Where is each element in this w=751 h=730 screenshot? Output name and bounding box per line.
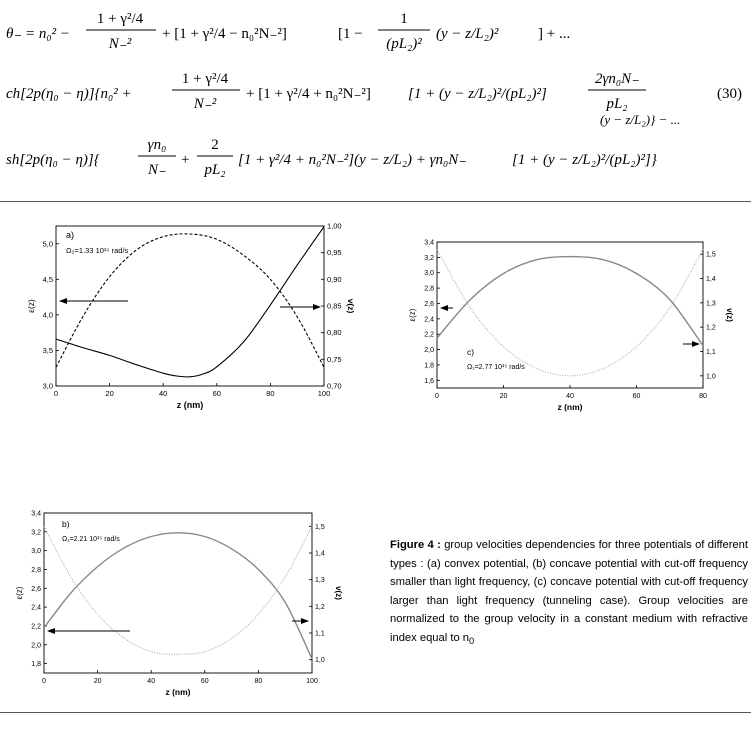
y-left-tick-label: 2,8 bbox=[31, 566, 41, 574]
eq1-lhs: θ₋ = n₀² − bbox=[6, 26, 70, 42]
plot-b bbox=[15, 507, 352, 706]
figure-caption bbox=[390, 536, 748, 651]
y-right-tick-label: 1,5 bbox=[706, 251, 716, 259]
plot-b-svg bbox=[15, 507, 352, 701]
top-divider bbox=[0, 201, 751, 202]
x-axis-label: z (nm) bbox=[557, 402, 583, 412]
caption-label: Figure 4 : bbox=[390, 539, 441, 551]
y-right-tick-label: 1,0 bbox=[315, 657, 325, 665]
y-left-tick-label: 4,0 bbox=[42, 310, 53, 320]
eq1-frac1-den: N₋² bbox=[108, 36, 132, 52]
eq3-frac2-num: 2 bbox=[211, 137, 219, 153]
y-right-axis-label: v(z) bbox=[725, 308, 734, 322]
eq2-frac1-num: 1 + γ²/4 bbox=[181, 71, 229, 87]
eq1-frac2-num: 1 bbox=[400, 11, 408, 27]
x-tick-label: 100 bbox=[317, 389, 331, 398]
x-axis-label: z (nm) bbox=[176, 400, 204, 410]
y-right-tick-label: 1,1 bbox=[706, 349, 716, 356]
y-left-tick-label: 3,2 bbox=[424, 254, 434, 262]
y-left-tick-label: 2,0 bbox=[31, 642, 41, 650]
y-left-axis-label: ε(z) bbox=[15, 586, 24, 600]
eq1-frac1-num: 1 + γ²/4 bbox=[96, 11, 144, 27]
y-left-tick-label: 3,0 bbox=[42, 381, 53, 391]
y-right-tick-label: 0,95 bbox=[327, 248, 342, 258]
eq2-lhs: ch[2p(η₀ − η)]{n₀² + bbox=[6, 86, 132, 102]
y-right-tick-label: 1,2 bbox=[315, 603, 325, 611]
x-tick-label: 20 bbox=[105, 389, 114, 398]
y-left-tick-label: 2,4 bbox=[31, 604, 41, 612]
y-left-axis-label: ε(z) bbox=[408, 308, 417, 322]
eq2-bracket1: + [1 + γ²/4 + n₀²N₋²] bbox=[246, 86, 371, 102]
x-tick-label: 20 bbox=[499, 393, 508, 400]
y-left-tick-label: 3,4 bbox=[424, 239, 434, 247]
y-left-tick-label: 2,6 bbox=[424, 300, 434, 308]
eq2-frac2-num: 2γn₀N₋ bbox=[594, 71, 640, 87]
svg-text:+: + bbox=[181, 152, 190, 168]
equation-number: (30) bbox=[717, 86, 742, 102]
y-right-tick-label: 1,5 bbox=[315, 523, 325, 531]
y-right-tick-label: 0,80 bbox=[327, 328, 342, 338]
x-tick-label: 60 bbox=[200, 678, 209, 685]
y-left-tick-label: 3,0 bbox=[424, 270, 434, 278]
caption-text: group velocities dependencies for three potentials of different types : (a) convex potential, (b) concave potential with cut-off frequency smaller than light frequency, (c) concave potential with cut-off frequency larger than light frequency (tunneling case). Group velocities are normalized to the group velocity in a constant medium with refractive index equal to n bbox=[390, 539, 748, 644]
equation-block bbox=[0, 0, 751, 200]
frequency-annotation: Ω₂=1.33 10¹⁵ rad/s bbox=[66, 246, 129, 255]
caption-subscript: 0 bbox=[469, 636, 475, 647]
y-left-axis-label: ε(z) bbox=[26, 299, 36, 313]
series-line-0 bbox=[44, 533, 312, 659]
eq1-paren: (y − z/L₂)² bbox=[436, 26, 499, 42]
eq3-frac1-num: γn₀ bbox=[147, 137, 167, 153]
y-left-tick-label: 2,0 bbox=[424, 347, 434, 355]
plot-c bbox=[408, 228, 743, 419]
y-left-tick-label: 3,2 bbox=[31, 529, 41, 537]
y-left-tick-label: 1,6 bbox=[424, 377, 434, 385]
eq3-frac2-den: pL₂ bbox=[204, 162, 226, 178]
x-tick-label: 40 bbox=[159, 389, 168, 398]
plot-c-svg bbox=[408, 228, 743, 414]
plot-a bbox=[18, 216, 362, 423]
eq3-bracket2: [1 + (y − z/L₂)²/(pL₂)²]} bbox=[512, 152, 657, 168]
y-right-tick-label: 1,1 bbox=[315, 630, 325, 638]
series-line-1 bbox=[437, 249, 703, 375]
x-tick-label: 20 bbox=[93, 678, 102, 685]
y-left-tick-label: 3,5 bbox=[42, 345, 53, 355]
y-right-tick-label: 1,3 bbox=[315, 577, 325, 585]
y-right-tick-label: 0,75 bbox=[327, 354, 342, 364]
y-left-tick-label: 2,6 bbox=[31, 585, 41, 593]
panel-label: b) bbox=[62, 519, 70, 529]
panel-label: a) bbox=[66, 230, 75, 240]
x-tick-label: 80 bbox=[699, 393, 707, 400]
y-left-tick-label: 3,0 bbox=[31, 548, 41, 556]
y-right-axis-label: v(z) bbox=[334, 586, 343, 600]
y-left-tick-label: 1,8 bbox=[424, 362, 434, 370]
eq2-frac1-den: N₋² bbox=[193, 96, 217, 112]
y-right-tick-label: 1,3 bbox=[706, 300, 716, 308]
y-right-tick-label: 1,4 bbox=[706, 276, 716, 283]
y-right-tick-label: 0,70 bbox=[327, 381, 342, 391]
y-right-tick-label: 1,2 bbox=[706, 324, 716, 332]
x-tick-label: 80 bbox=[266, 389, 275, 398]
eq3-frac1-den: N₋ bbox=[148, 162, 166, 178]
y-left-tick-label: 2,8 bbox=[424, 285, 434, 293]
y-left-tick-label: 2,2 bbox=[424, 331, 434, 339]
y-left-tick-label: 2,4 bbox=[424, 316, 434, 324]
y-left-tick-label: 1,8 bbox=[31, 661, 41, 669]
plot-a-svg bbox=[18, 216, 362, 418]
x-tick-label: 0 bbox=[435, 393, 439, 400]
y-right-tick-label: 0,90 bbox=[327, 274, 342, 284]
frequency-annotation: Ω₁=2.77 10¹⁵ rad/s bbox=[467, 364, 525, 371]
x-tick-label: 40 bbox=[566, 393, 574, 400]
panel-label: c) bbox=[467, 347, 475, 357]
x-axis-label: z (nm) bbox=[165, 687, 191, 697]
bottom-divider bbox=[0, 712, 751, 713]
eq3-lhs: sh[2p(η₀ − η)]{ bbox=[6, 152, 100, 168]
frequency-annotation: Ω₁=2.21 10¹⁵ rad/s bbox=[62, 536, 120, 543]
series-line-1 bbox=[44, 526, 312, 654]
x-tick-label: 60 bbox=[212, 389, 221, 398]
series-line-0 bbox=[437, 257, 703, 346]
y-right-axis-label: v(z) bbox=[346, 298, 356, 314]
y-left-tick-label: 2,2 bbox=[31, 623, 41, 631]
y-left-tick-label: 3,4 bbox=[31, 510, 41, 518]
eq2-frac2-den: pL₂ bbox=[606, 96, 628, 112]
x-tick-label: 100 bbox=[306, 678, 318, 685]
x-tick-label: 80 bbox=[254, 678, 263, 685]
equation-svg bbox=[0, 0, 751, 200]
eq1-frac2-den: (pL₂)² bbox=[386, 36, 422, 52]
x-tick-label: 0 bbox=[42, 678, 46, 685]
x-tick-label: 40 bbox=[147, 678, 156, 685]
eq1-tail: ] + ... bbox=[538, 26, 571, 42]
y-left-tick-label: 5,0 bbox=[42, 239, 53, 249]
eq1-bracket1: + [1 + γ²/4 − n₀²N₋²] bbox=[162, 26, 287, 42]
y-right-tick-label: 1,0 bbox=[706, 373, 716, 381]
y-right-tick-label: 1,4 bbox=[315, 550, 325, 558]
eq2-bracket2: [1 + (y − z/L₂)²/(pL₂)²] bbox=[408, 86, 547, 102]
y-left-tick-label: 4,5 bbox=[42, 274, 53, 284]
y-right-tick-label: 0,85 bbox=[327, 301, 342, 311]
eq2-tail: (y − z/L₂)} − ... bbox=[600, 112, 681, 127]
eq1-bracket2-pre: [1 − bbox=[338, 26, 363, 42]
eq3-bracket1: [1 + γ²/4 + n₀²N₋²](y − z/L₂) + γn₀N₋ bbox=[238, 152, 467, 168]
x-tick-label: 60 bbox=[632, 393, 641, 400]
y-right-tick-label: 1,00 bbox=[327, 221, 342, 231]
x-tick-label: 0 bbox=[53, 389, 59, 398]
